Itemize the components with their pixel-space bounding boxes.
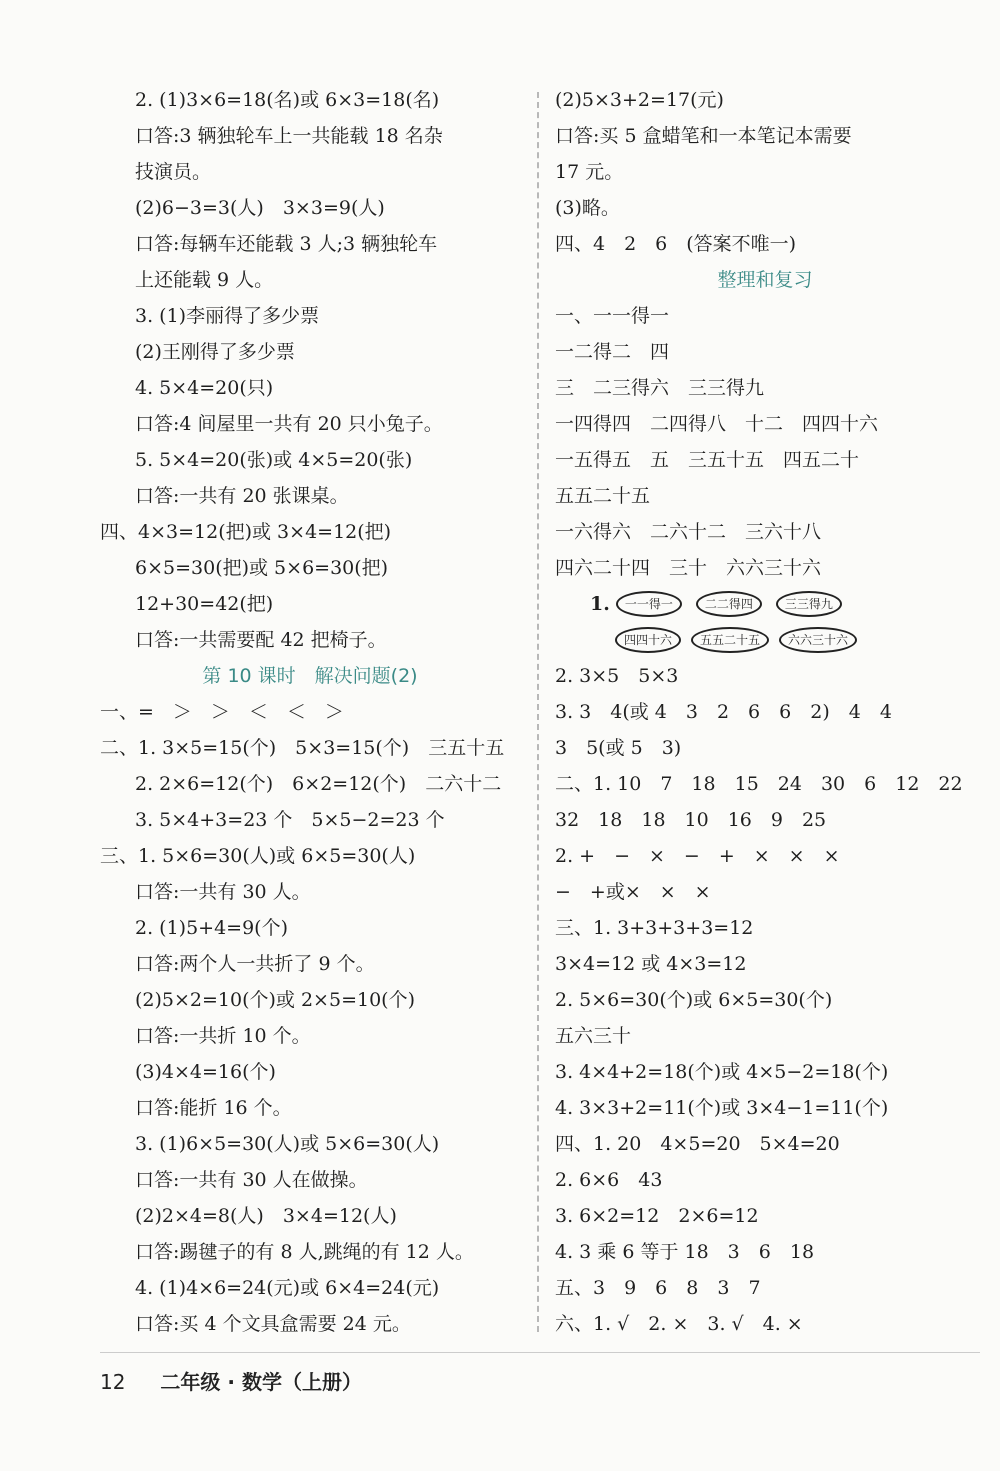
answer-line: 3. 4×4+2=18(个)或 4×5−2=18(个) — [555, 1061, 889, 1083]
answer-line: 一、= ＞ ＞ ＜ ＜ ＞ — [100, 701, 344, 723]
answer-line: 口答:一共有 30 人。 — [135, 881, 311, 903]
answer-line: 4. 5×4=20(只) — [135, 377, 274, 399]
answer-line: 四、1. 20 4×5=20 5×4=20 — [555, 1133, 840, 1155]
oval-item: 四四十六 — [615, 627, 681, 653]
answer-line: 上还能载 9 人。 — [135, 269, 274, 291]
oval-item: 一一得一 — [616, 591, 682, 617]
answer-line: 2. (1)5+4=9(个) — [135, 917, 289, 939]
answer-line: 四六二十四 三十 六六三十六 — [555, 557, 822, 579]
answer-line: 4. 3 乘 6 等于 18 3 6 18 — [555, 1241, 815, 1263]
answer-line: 2. 6×6 43 — [555, 1169, 663, 1191]
answer-line: 口答:买 5 盒蜡笔和一本笔记本需要 — [555, 125, 852, 147]
answer-line: (3)4×4=16(个) — [135, 1061, 276, 1083]
answer-line: 3. (1)6×5=30(人)或 5×6=30(人) — [135, 1133, 440, 1155]
answer-line: 口答:一共需要配 42 把椅子。 — [135, 629, 387, 651]
answer-line: 4. 3×3+2=11(个)或 3×4−1=11(个) — [555, 1097, 889, 1119]
answer-line: 3×4=12 或 4×3=12 — [555, 953, 747, 975]
answer-line: 口答:买 4 个文具盒需要 24 元。 — [135, 1313, 411, 1335]
answer-line: 3. (1)李丽得了多少票 — [135, 305, 320, 327]
section-heading: 第 10 课时 解决问题(2) — [202, 665, 418, 687]
page-number: 12 — [100, 1370, 126, 1394]
section-heading: 整理和复习 — [717, 269, 813, 291]
answer-line: 四、4 2 6 (答案不唯一) — [555, 233, 797, 255]
answer-line: 3. 6×2=12 2×6=12 — [555, 1205, 759, 1227]
answer-line: (3)略。 — [555, 197, 620, 219]
answer-line: (2)6−3=3(人) 3×3=9(人) — [135, 197, 385, 219]
answer-line: 二、1. 10 7 18 15 24 30 6 12 22 — [555, 773, 963, 795]
answer-line: 口答:一共折 10 个。 — [135, 1025, 311, 1047]
book-title: 二年级 · 数学（上册） — [160, 1370, 362, 1394]
answer-line: 口答:能折 16 个。 — [135, 1097, 292, 1119]
answer-line: 技演员。 — [135, 161, 212, 183]
answer-line: 4. (1)4×6=24(元)或 6×4=24(元) — [135, 1277, 440, 1299]
answer-line: 2. 3×5 5×3 — [555, 665, 679, 687]
oval-row-2 — [555, 622, 975, 658]
answer-line: 一二得二 四 — [555, 341, 670, 363]
oval-item: 五五二十五 — [691, 627, 769, 653]
answer-line: 一四得四 二四得八 十二 四四十六 — [555, 413, 879, 435]
right-column-top — [555, 82, 975, 586]
answer-line: 2. 5×6=30(个)或 6×5=30(个) — [555, 989, 833, 1011]
answer-line: (2)5×2=10(个)或 2×5=10(个) — [135, 989, 415, 1011]
oval-item: 六六三十六 — [779, 627, 857, 653]
left-column — [100, 82, 520, 1342]
answer-line: 6×5=30(把)或 5×6=30(把) — [135, 557, 389, 579]
answer-line: 三、1. 5×6=30(人)或 6×5=30(人) — [100, 845, 416, 867]
answer-line: 一、一一得一 — [555, 305, 670, 327]
answer-line: (2)2×4=8(人) 3×4=12(人) — [135, 1205, 397, 1227]
oval-item: 三三得九 — [776, 591, 842, 617]
answer-line: 2. 2×6=12(个) 6×2=12(个) 二六十二 — [135, 773, 502, 795]
answer-line: 口答:每辆车还能载 3 人;3 辆独轮车 — [135, 233, 438, 255]
answer-line: 12+30=42(把) — [135, 593, 274, 615]
right-column-bottom — [555, 658, 975, 1342]
footer-rule — [100, 1352, 980, 1353]
answer-line: 三 二三得六 三三得九 — [555, 377, 765, 399]
answer-line: (2)王刚得了多少票 — [135, 341, 295, 363]
oval-row-1 — [555, 586, 975, 622]
answer-line: 一六得六 二六十二 三六十八 — [555, 521, 822, 543]
page-footer — [100, 1364, 362, 1400]
answer-line: 2. (1)3×6=18(名)或 6×3=18(名) — [135, 89, 440, 111]
answer-line: 口答:3 辆独轮车上一共能载 18 名杂 — [135, 125, 443, 147]
answer-line: 口答:踢毽子的有 8 人,跳绳的有 12 人。 — [135, 1241, 474, 1263]
answer-line: 五五二十五 — [555, 485, 651, 507]
right-column — [555, 82, 975, 1342]
oval-question-number: 1. — [590, 593, 610, 615]
answer-line: 口答:一共有 20 张课桌。 — [135, 485, 349, 507]
answer-line: 口答:4 间屋里一共有 20 只小兔子。 — [135, 413, 443, 435]
answer-line: 3 5(或 5 3) — [555, 737, 682, 759]
answer-line: 2. + − × − + × × × — [555, 845, 840, 867]
answer-line: 二、1. 3×5=15(个) 5×3=15(个) 三五十五 — [100, 737, 505, 759]
answer-line: 17 元。 — [555, 161, 624, 183]
oval-item: 二二得四 — [696, 591, 762, 617]
answer-line: 5. 5×4=20(张)或 4×5=20(张) — [135, 449, 413, 471]
answer-line: 32 18 18 10 16 9 25 — [555, 809, 827, 831]
answer-line: 口答:一共有 30 人在做操。 — [135, 1169, 368, 1191]
column-divider — [537, 92, 539, 1332]
answer-line: 3. 3 4(或 4 3 2 6 6 2) 4 4 — [555, 701, 892, 723]
answer-line: 口答:两个人一共折了 9 个。 — [135, 953, 375, 975]
answer-line: 三、1. 3+3+3+3=12 — [555, 917, 754, 939]
answer-line: 3. 5×4+3=23 个 5×5−2=23 个 — [135, 809, 445, 831]
answer-line: 一五得五 五 三五十五 四五二十 — [555, 449, 860, 471]
answer-line: − +或× × × — [555, 881, 711, 903]
answer-line: 五六三十 — [555, 1025, 632, 1047]
answer-line: 五、3 9 6 8 3 7 — [555, 1277, 761, 1299]
answer-line: (2)5×3+2=17(元) — [555, 89, 724, 111]
answer-line: 六、1. √ 2. × 3. √ 4. × — [555, 1313, 803, 1335]
answer-line: 四、4×3=12(把)或 3×4=12(把) — [100, 521, 392, 543]
